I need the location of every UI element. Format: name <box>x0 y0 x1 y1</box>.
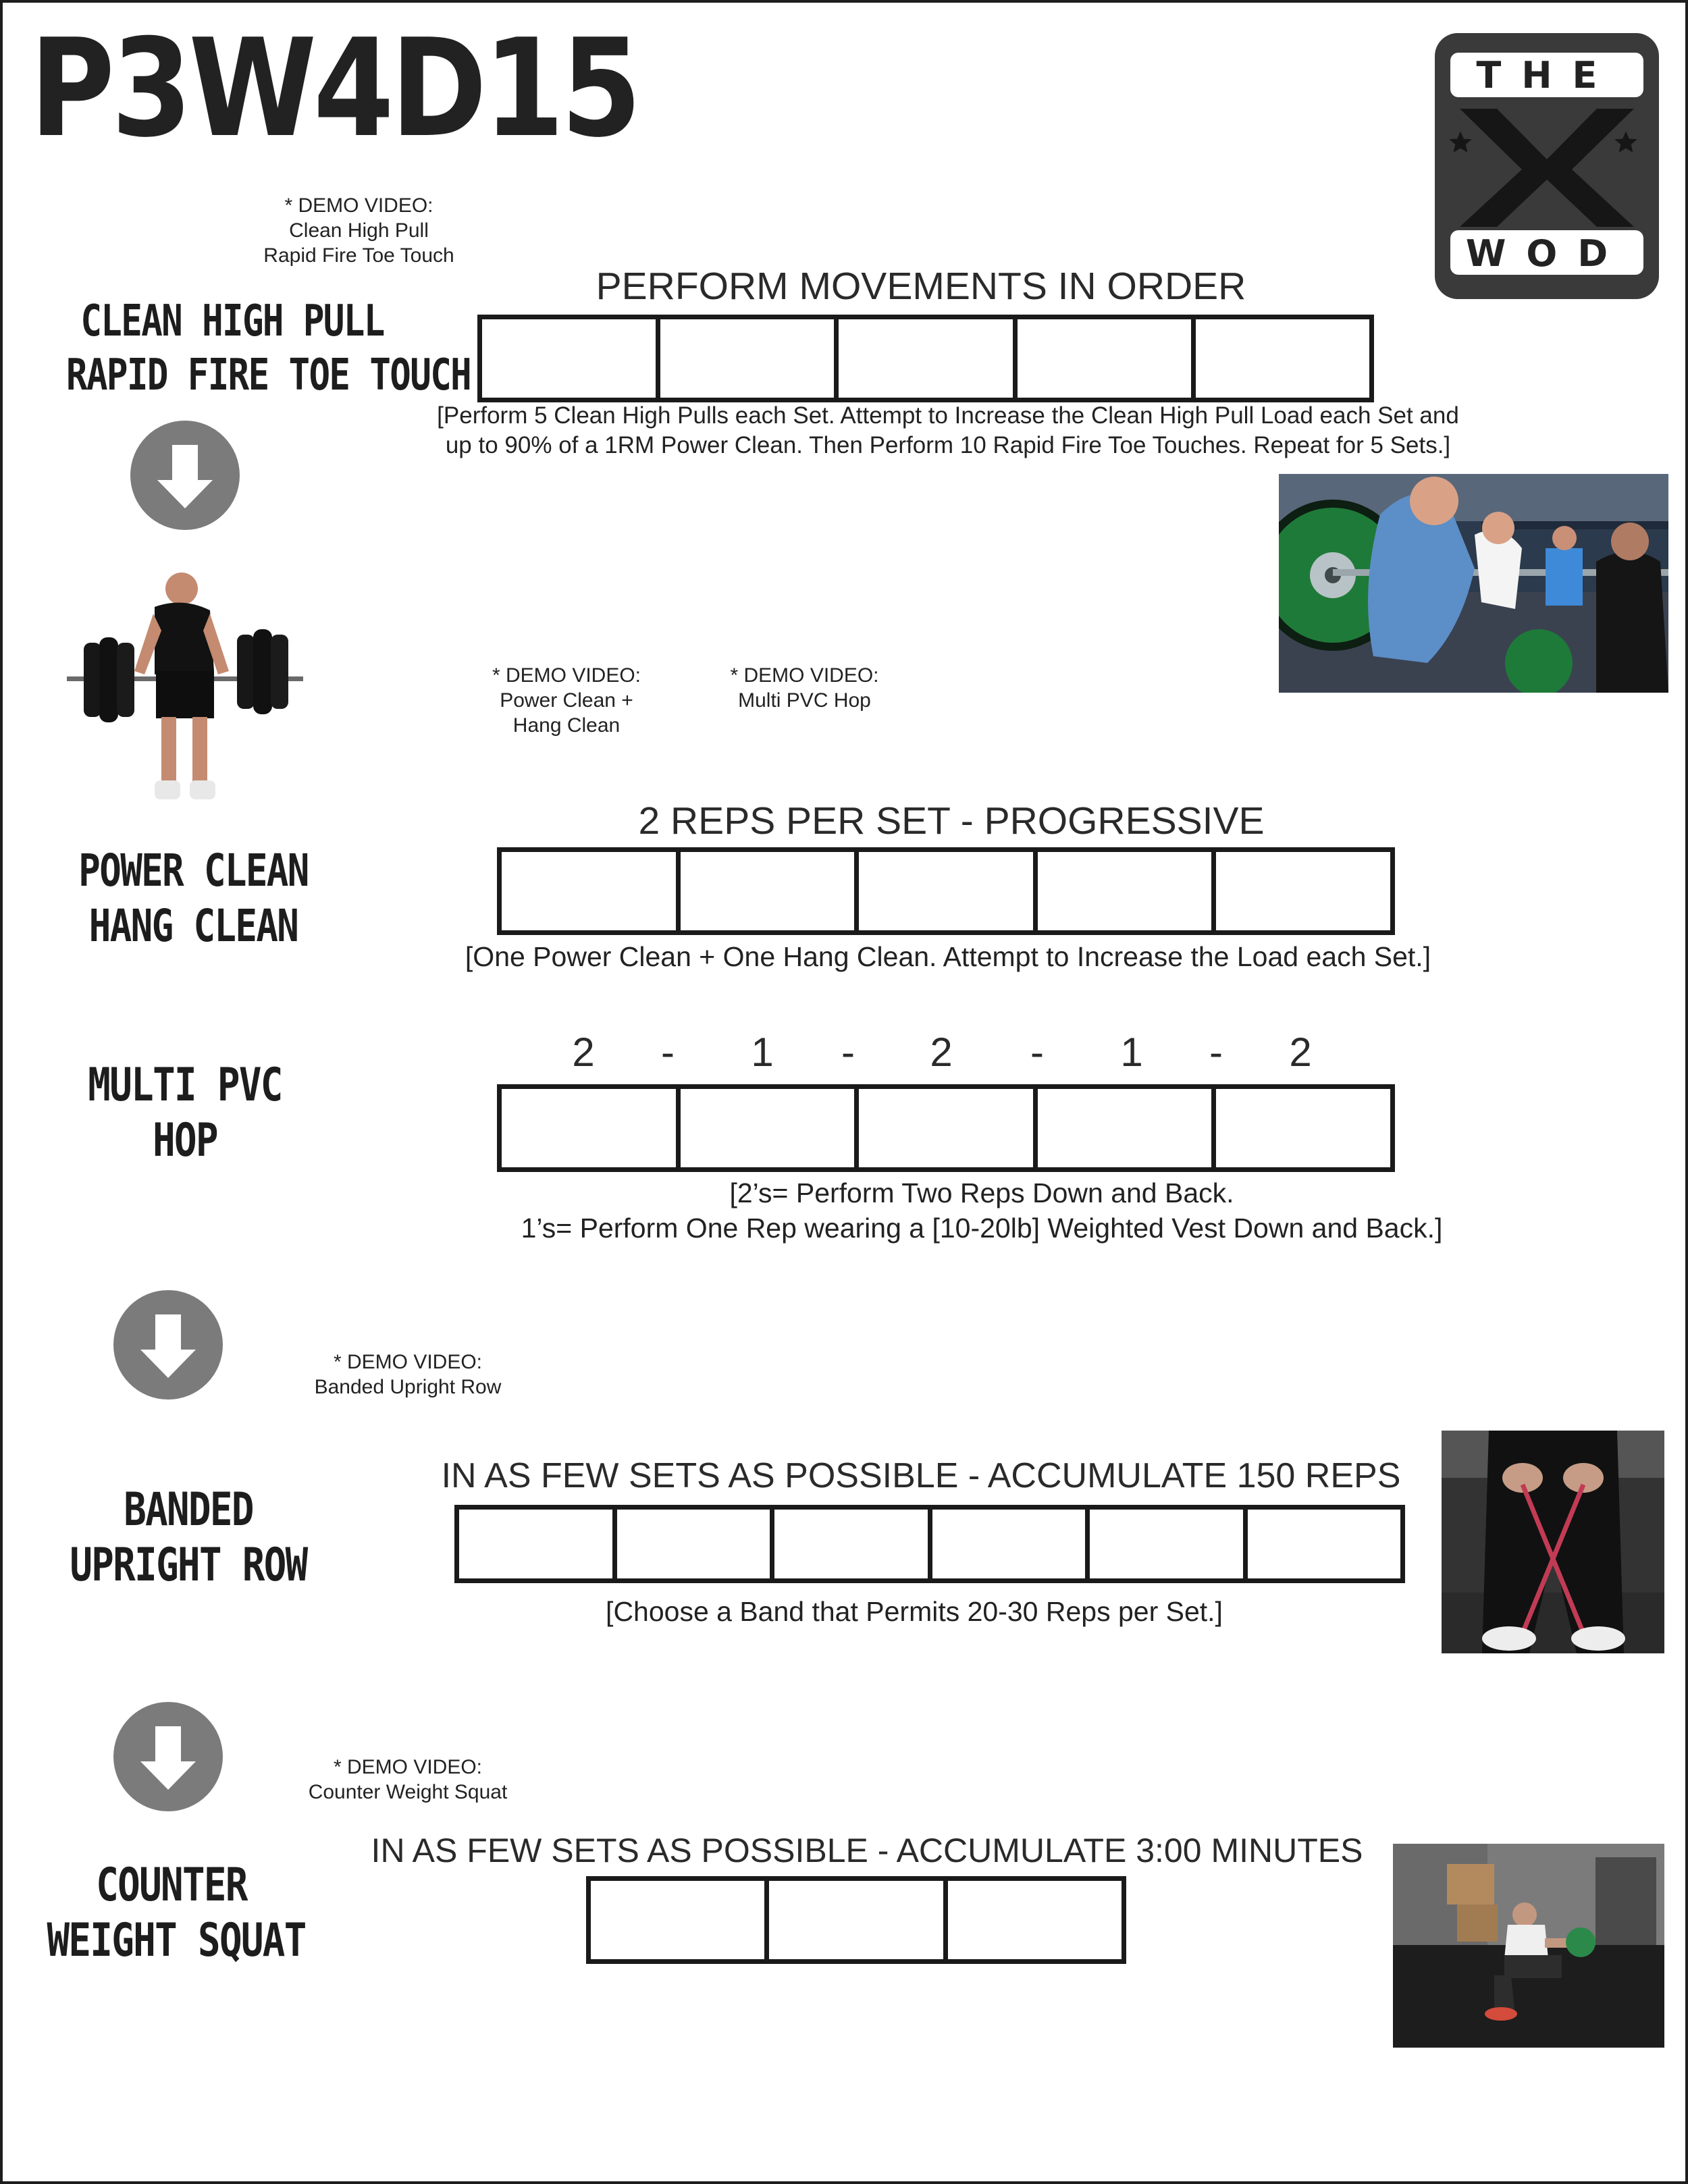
counter-weight-squat-photo <box>1393 1844 1664 2048</box>
set-tracker-5 <box>586 1876 1126 1964</box>
rep-separator: - <box>841 1030 855 1075</box>
set-tracker-1 <box>477 315 1374 402</box>
movement-name-2: POWER CLEAN HANG CLEAN <box>78 845 309 952</box>
movement-name-3: MULTI PVC HOP <box>88 1059 282 1167</box>
demo-text: Clean High Pull <box>289 219 429 242</box>
section-heading-5: IN AS FEW SETS AS POSSIBLE - ACCUMULATE 3:00 MINUTES <box>371 1832 1363 1869</box>
demo-label: * DEMO VIDEO: <box>333 1351 483 1373</box>
down-arrow-icon <box>130 421 240 530</box>
set-box[interactable] <box>859 1089 1038 1167</box>
demo-text: Banded Upright Row <box>314 1376 502 1398</box>
set-box[interactable] <box>1248 1510 1401 1578</box>
movement-name-1: CLEAN HIGH PULL RAPID FIRE TOE TOUCH <box>66 296 471 400</box>
demo-text: Multi PVC Hop <box>738 689 871 712</box>
rep-separator: - <box>1030 1030 1044 1075</box>
demo-label: * DEMO VIDEO: <box>284 194 433 217</box>
page-title: P3W4D15 <box>30 10 639 167</box>
set-box[interactable] <box>839 319 1017 398</box>
set-tracker-4 <box>454 1505 1405 1583</box>
instructions-2: [One Power Clean + One Hang Clean. Attempt to Increase the Load each Set.] <box>465 941 1431 972</box>
rep-value: 2 <box>1289 1030 1312 1075</box>
set-box[interactable] <box>1038 852 1217 930</box>
demo-text: Rapid Fire Toe Touch <box>263 244 454 267</box>
down-arrow-icon <box>113 1702 223 1811</box>
set-box[interactable] <box>1090 1510 1248 1578</box>
demo-label: * DEMO VIDEO: <box>730 664 879 687</box>
set-box[interactable] <box>681 1089 860 1167</box>
set-box[interactable] <box>591 1881 769 1959</box>
demo-video-link-2[interactable] <box>469 663 664 738</box>
set-box[interactable] <box>660 319 839 398</box>
set-box[interactable] <box>948 1881 1122 1959</box>
banded-upright-row-photo <box>1442 1431 1664 1653</box>
clean-high-pull-photo <box>1279 474 1668 693</box>
set-box[interactable] <box>1216 852 1390 930</box>
set-box[interactable] <box>502 1089 681 1167</box>
the-x-wod-logo <box>1433 31 1661 301</box>
demo-video-link-3[interactable] <box>712 663 897 713</box>
set-box[interactable] <box>1216 1089 1390 1167</box>
set-box[interactable] <box>502 852 681 930</box>
set-tracker-2 <box>497 847 1395 935</box>
rep-separator: - <box>661 1030 675 1075</box>
section-heading-1: PERFORM MOVEMENTS IN ORDER <box>596 265 1246 308</box>
demo-video-link-1[interactable] <box>239 193 479 268</box>
rep-value: 1 <box>751 1030 774 1075</box>
demo-text: Power Clean + <box>500 689 633 712</box>
lifter-illustration <box>60 563 310 813</box>
rep-value: 2 <box>930 1030 953 1075</box>
set-box[interactable] <box>1196 319 1369 398</box>
set-box[interactable] <box>617 1510 775 1578</box>
demo-label: * DEMO VIDEO: <box>492 664 641 687</box>
instructions-4: [Choose a Band that Permits 20-30 Reps per Set.] <box>606 1596 1223 1627</box>
demo-text: Counter Weight Squat <box>308 1781 508 1803</box>
set-box[interactable] <box>681 852 860 930</box>
set-tracker-3 <box>497 1084 1395 1172</box>
instructions-3: [2’s= Perform Two Reps Down and Back. 1’s= Perform One Rep wearing a [10-20lb] Weighted Vest Down and Back.] <box>521 1177 1443 1244</box>
movement-name-5: COUNTER WEIGHT SQUAT <box>47 1859 306 1967</box>
set-box[interactable] <box>859 852 1038 930</box>
logo-text-bottom: WOD <box>1465 232 1629 275</box>
rep-value: 1 <box>1120 1030 1143 1075</box>
set-box[interactable] <box>482 319 660 398</box>
rep-value: 2 <box>572 1030 595 1075</box>
set-box[interactable] <box>459 1510 617 1578</box>
set-box[interactable] <box>769 1881 947 1959</box>
section-heading-2: 2 REPS PER SET - PROGRESSIVE <box>638 799 1265 843</box>
set-box[interactable] <box>932 1510 1090 1578</box>
demo-video-link-5[interactable] <box>273 1755 543 1805</box>
instructions-1: [Perform 5 Clean High Pulls each Set. Attempt to Increase the Clean High Pull Load each Set and up to 90% of a 1RM Power Clean. Then Perform 10 Rapid Fire Toe Touches. Repeat for 5 Sets.] <box>437 402 1459 458</box>
demo-video-link-4[interactable] <box>286 1350 529 1400</box>
set-box[interactable] <box>1038 1089 1217 1167</box>
movement-name-4: BANDED UPRIGHT ROW <box>70 1483 307 1592</box>
set-box[interactable] <box>1018 319 1196 398</box>
rep-separator: - <box>1209 1030 1223 1075</box>
logo-text-top: THE <box>1476 54 1618 97</box>
demo-label: * DEMO VIDEO: <box>333 1756 483 1778</box>
demo-text: Hang Clean <box>512 714 621 737</box>
down-arrow-icon <box>113 1290 223 1400</box>
set-box[interactable] <box>774 1510 932 1578</box>
section-heading-4: IN AS FEW SETS AS POSSIBLE - ACCUMULATE 150 REPS <box>441 1456 1401 1495</box>
